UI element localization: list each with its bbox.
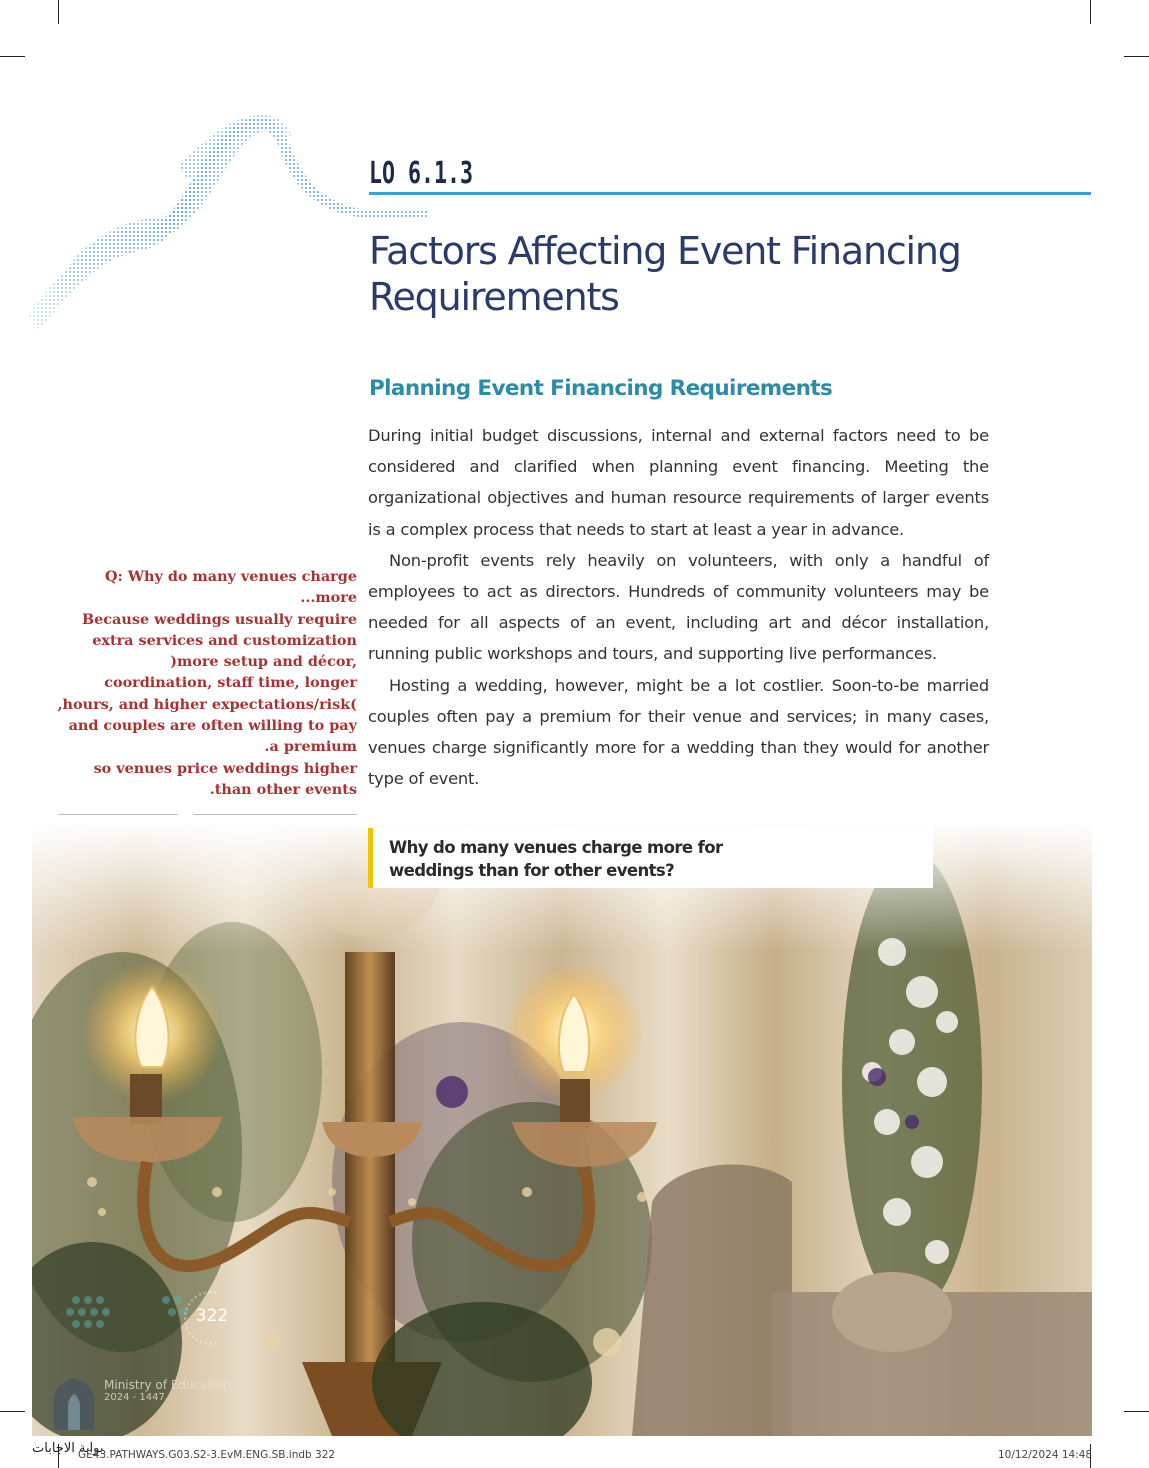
ministry-of-education-logo (46, 1280, 216, 1430)
note-line: .than other events (209, 780, 357, 798)
handwritten-margin-note (52, 566, 357, 800)
page-title (369, 228, 1069, 320)
crop-mark (1090, 0, 1091, 24)
dotted-wave-graphic (28, 110, 428, 340)
divider (193, 814, 357, 815)
paragraph: Non-profit events rely heavily on volunteers, with only a handful of employees to act as directors. Hundreds of community volunteers may be needed for all aspects of an event, including art and décor installation, running public workshops and tours, and supporting live performances. (368, 550, 989, 664)
watermark-text: بوابة الاجابات (32, 1441, 104, 1456)
note-line: extra services and customization (92, 631, 357, 649)
note-line: and couples are often willing to pay (68, 717, 357, 735)
crop-mark (58, 0, 59, 24)
note-line: so venues price weddings higher (93, 759, 357, 777)
print-slug-date: 10/12/2024 14:48 (998, 1449, 1093, 1461)
note-line: Q: Why do many venues charge (105, 568, 357, 585)
note-line: coordination, staff time, longer (104, 674, 357, 692)
paragraph: During initial budget discussions, internal and external factors need to be considered and clarified when planning event financing. Meeting the organizational objectives and human resource requirements of larger events is a complex process that needs to start at least a year in advance. (368, 426, 989, 539)
note-line: )more setup and décor, (170, 653, 357, 671)
body-text (368, 420, 989, 794)
learning-objective-code: LO 6.1.3 (369, 156, 474, 191)
page-number: 322 (195, 1306, 229, 1326)
ministry-name: Ministry of Education (104, 1378, 231, 1392)
crop-mark (1124, 1411, 1149, 1412)
note-line: Because weddings usually require (81, 610, 357, 628)
divider (58, 814, 178, 815)
section-heading: Planning Event Financing Requirements (369, 376, 833, 401)
page-title-line: Requirements (369, 275, 619, 319)
question-callout (368, 828, 933, 888)
note-line: .a premium (264, 738, 357, 756)
crop-mark (1124, 56, 1149, 57)
page-title-line: Factors Affecting Event Financing (369, 229, 961, 273)
print-slug-file: GE43.PATHWAYS.G03.S2-3.EvM.ENG.SB.indb 322 (78, 1449, 336, 1461)
crop-mark (0, 1411, 25, 1412)
ministry-label (104, 1378, 231, 1403)
crop-mark (0, 56, 25, 57)
note-line: ...more (300, 589, 357, 607)
paragraph: Hosting a wedding, however, might be a lot costlier. Soon-to-be married couples often pay a premium for their venue and services; in many cases, venues charge significantly more for a wedding than they would for another type of event. (368, 675, 989, 789)
ministry-year: 2024 - 1447 (104, 1392, 165, 1403)
header-rule (369, 192, 1091, 195)
question-text: Why do many venues charge more for weddings than for other events? (389, 838, 723, 880)
note-line: ,hours, and higher expectations/risk( (57, 695, 357, 713)
